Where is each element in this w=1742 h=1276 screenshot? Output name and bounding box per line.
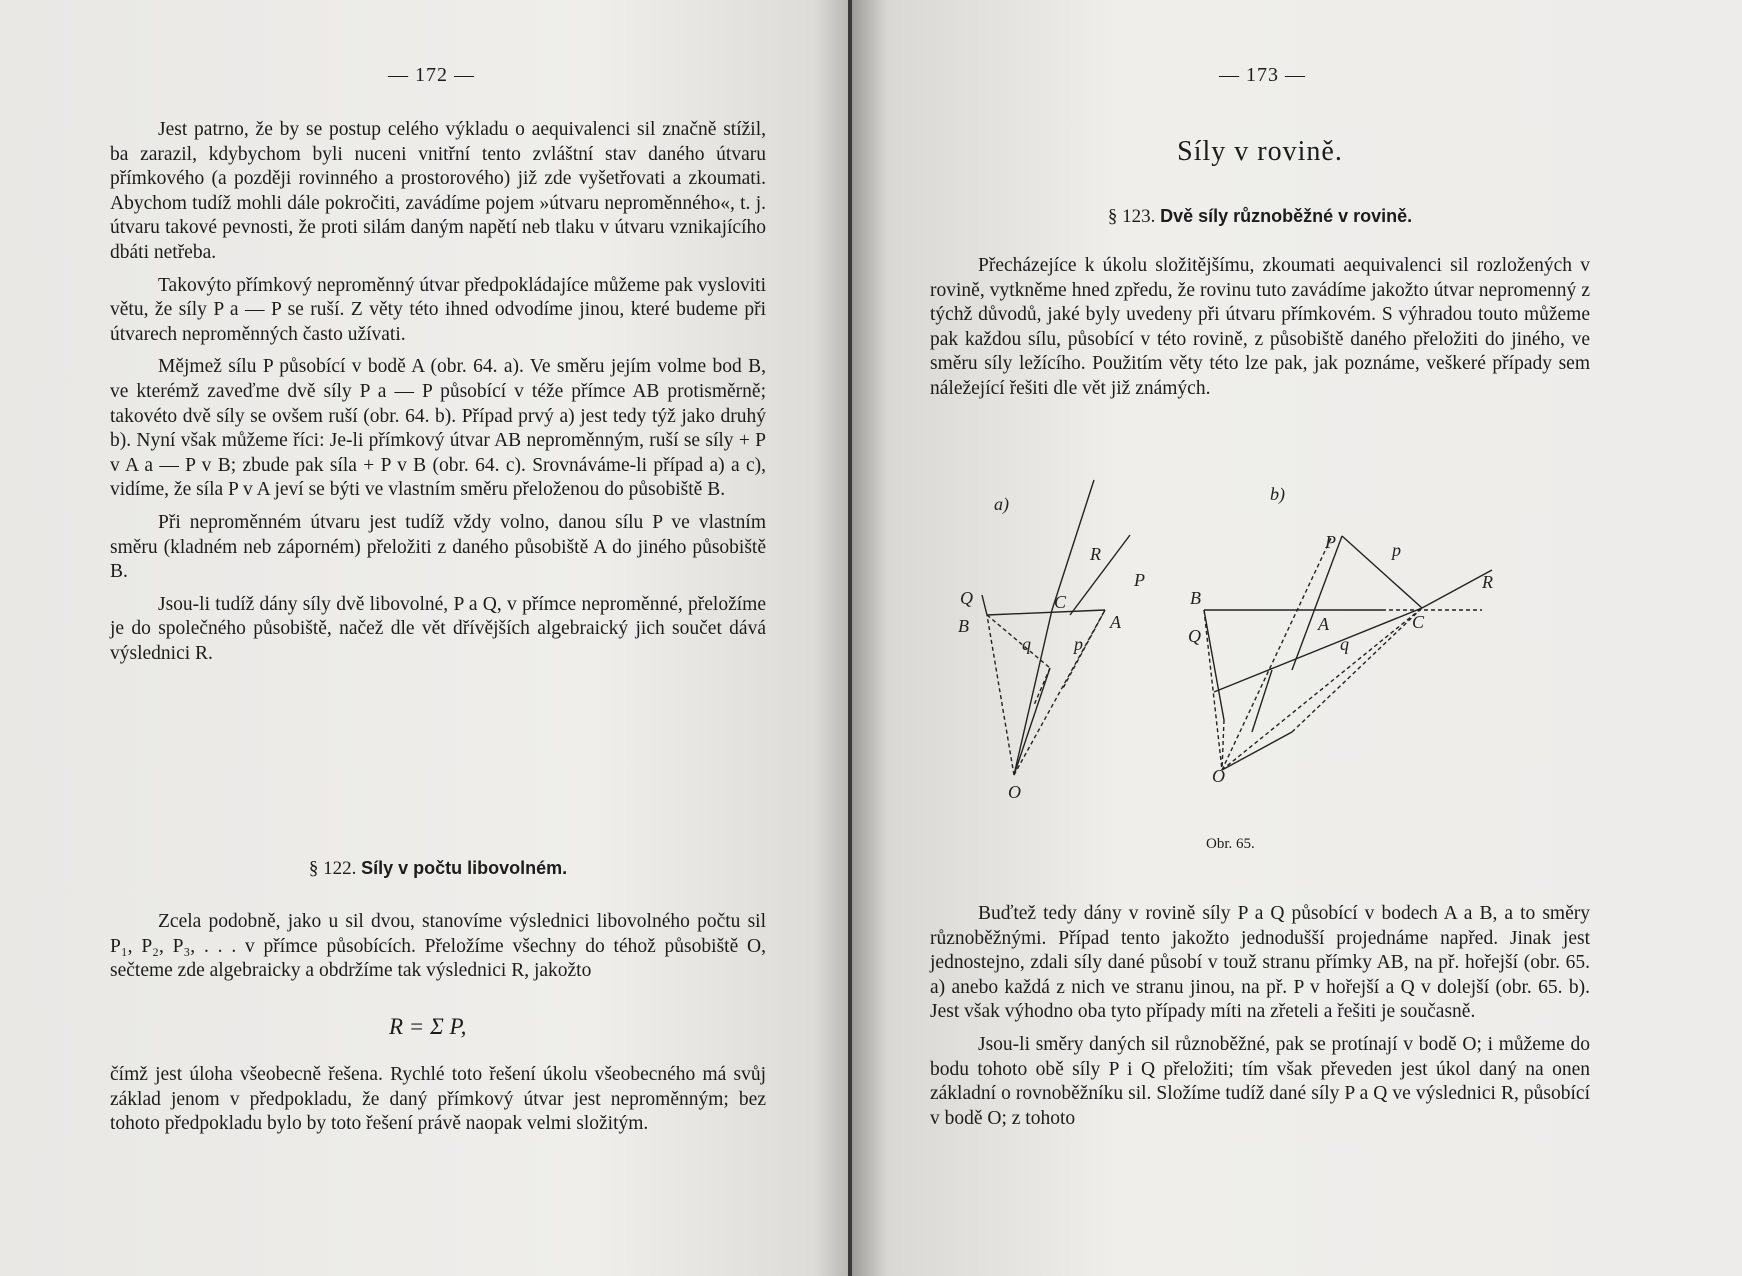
page-number: — 173 — [1219,64,1306,86]
text-block-bottom [930,902,1590,1131]
label-q-b: q [1340,634,1349,654]
label-q: q [1022,634,1031,654]
chapter-title: Síly v rovině. [1177,136,1343,167]
text-block-end [110,1063,766,1137]
paragraph: Mějmež sílu P působící v bodě A (obr. 64. a). Ve směru jejím volme bod B, ve kterémž zaveďme dvě síly P a — P působící v téže přímce AB protisměrně; takovéto dvě síly se ovšem ruší (obr. 64. b). Případ prvý a) jest tedy týž jako druhý b). Nyní však můžeme říci: Je-li přímkový útvar AB neproměnným, ruší se síly + P v A a — P v B; zbude pak síla + P v B (obr. 64. c). Srovnáváme-li případ a) a c), vidíme, že síla P v A jeví se býti ve vlastním směru přeloženou do působiště B. [110,356,766,501]
line-AB-a [987,610,1105,615]
label-p: p [1074,634,1083,654]
page-number: — 172 — [388,64,475,86]
paragraph: Jest patrno, že by se postup celého výkladu o aequivalenci sil značně stížil, ba zarazil, kdybychom byli nuceni vnitřní tento zvláštní stav daného útvaru přímkového (a později rovinného a prostorového) již zde vyšetřovati a zkoumati. Abychom tudíž mohli dále pokročiti, zavádíme pojem »útvaru neproměnného«, t. j. útvaru takové pevnosti, že proti silám daným napětí neb tlaku v útvaru vznikajícího dbáti netřeba. [110,119,766,263]
label-R-b: R [1482,572,1493,592]
label-C: C [1054,592,1067,612]
label-P: P [1134,570,1145,590]
label-Q-b: Q [1188,626,1201,646]
label-B: B [958,616,969,636]
figure-caption: Obr. 65. [1206,836,1255,852]
formula: R = Σ P, [389,1014,467,1039]
label-B-b: B [1190,588,1201,608]
paragraph: Přecházejíce k úkolu složitějšímu, zkoumati aequivalenci sil rozložených v rovině, vytkněme hned zpředu, že rovinu tuto zavádíme jakožto útvar nepromenný z týchž důvodů, jaké byly uvedeny při útvaru přímkovém. S výhradou touto můžeme pak každou sílu, působící v této rovině, z působiště daného přeložiti do jiného, ve směru síly ležícího. Použitím věty této lze pak, jak poznáme, veškeré případy sem náležející řešiti dle vět již známých. [930,255,1590,399]
label-P-b: P [1325,532,1336,552]
label-Q: Q [960,588,973,608]
text-block-bottom [110,910,766,984]
text-block-top [110,118,766,666]
label-a: a) [994,494,1009,514]
paragraph: Jsou-li směry daných sil různoběžné, pak se protínají v bodě O; i můžeme do bodu tohoto obě síly P i Q přeložiti; tím však převeden jest úkol daný na onen základní o rovnoběžníku sil. Složíme tudíž dané síly P a Q ve výslednici R, působící v bodě O; z tohoto [930,1033,1590,1129]
label-b: b) [1270,484,1285,504]
label-O-b: O [1212,766,1225,786]
left-page [0,0,848,1276]
paragraph: čímž jest úloha všeobecně řešena. Rychlé toto řešení úkolu všeobecného má svůj základ jenom v předpokladu, že daný přímkový útvar jest neproměnným; bez tohoto předpokladu bylo by toto řešení právě naopak velmi složitým. [110,1064,766,1135]
paragraph: Jsou-li tudíž dány síly dvě libovolné, P a Q, v přímce neproměnné, přeložíme je do společného působiště, načež dle vět dřívějších algebraický jich součet dává výslednici R. [110,593,766,664]
section-title: Dvě síly různoběžné v rovině. [1160,206,1413,226]
section-heading [110,858,766,880]
label-A: A [1110,612,1121,632]
section-title: Síly v počtu libovolném. [361,858,568,878]
right-page [852,0,1742,1276]
line-OC [1014,610,1052,775]
section-number: § 122. [308,858,357,879]
label-C-b: C [1412,612,1425,632]
paragraph: Při neproměnném útvaru jest tudíž vždy volno, danou sílu P ve vlastním směru (kladném neb záporném) přeložiti z daného působiště A do jiného působiště B. [110,511,766,583]
line-pC [1342,536,1422,608]
figure-65 [922,470,1602,810]
section-heading [930,206,1590,228]
section-number: § 123. [1107,206,1156,227]
label-R: R [1090,544,1101,564]
paragraph: Takovýto přímkový neproměnný útvar předpokládajíce můžeme pak vysloviti větu, že síly P a — P se ruší. Z věty této ihned odvodíme jinou, které budeme při útvarech neproměnných často užívati. [110,274,766,345]
label-O: O [1008,782,1021,802]
text-block-top [930,254,1590,402]
label-A-b: A [1318,614,1329,634]
line-Op [1014,668,1050,775]
paragraph: Buďtež tedy dány v rovině síly P a Q působící v bodech A a B, a to směry různoběžnými. Případ tento jakožto jednodušší projednáme napřed. Jinak jest jednostejno, zdali síly dané působí v touž stranu přímky AB, na př. hořejší (obr. 65. a) anebo každá z nich ve stranu jinou, na př. P v hořejší a Q v dolejší (obr. 65. b). Jest však výhodno oba tyto případy míti na zřeteli a řešiti je současně. [930,903,1590,1023]
label-p-b: p [1392,540,1401,560]
line-Q-a [982,595,987,615]
paragraph: Zcela podobně, jako u sil dvou, stanovíme výslednici libovolného počtu sil P₁, P₂, P₃, . . . v přímce působících. Přeložíme všechny do téhož působiště O, sečteme zde algebraicky a obdržíme tak výslednici R, jakožto [110,911,766,982]
